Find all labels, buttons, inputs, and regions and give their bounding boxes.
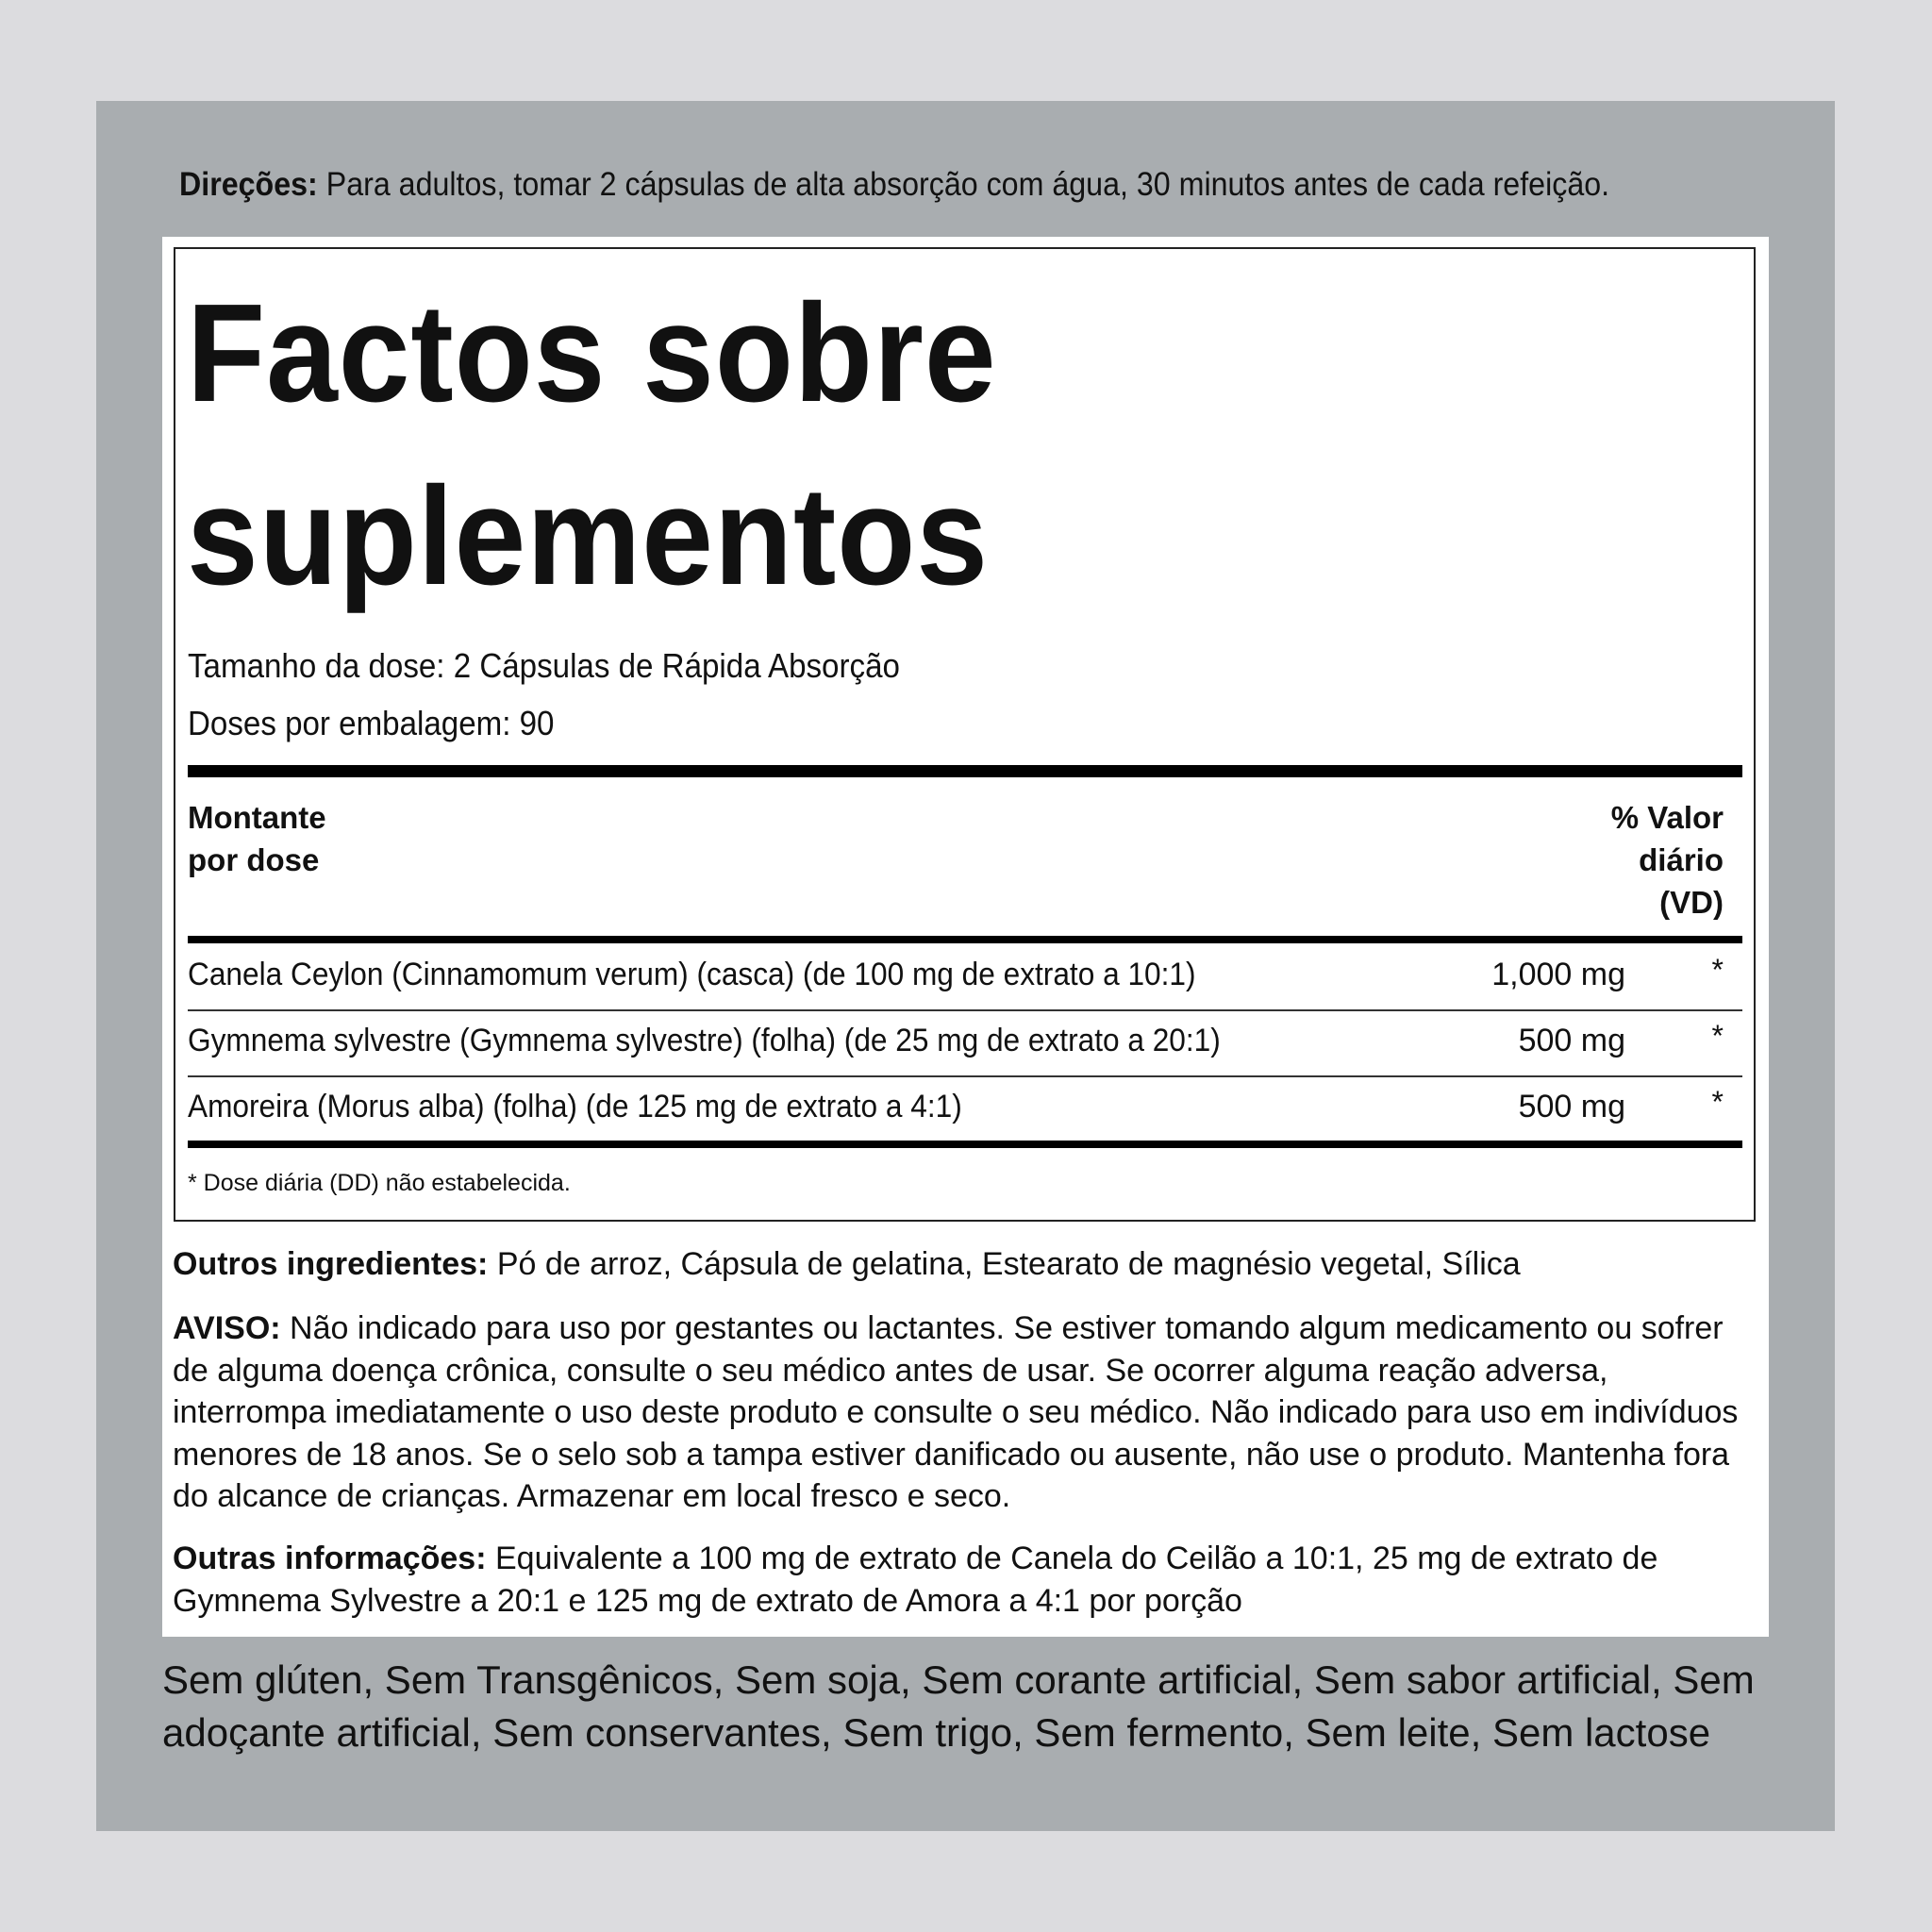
footnote: * Dose diária (DD) não estabelecida. bbox=[188, 1170, 571, 1196]
dv-header-line1: % Valor bbox=[1610, 800, 1724, 835]
warning-label: AVISO: bbox=[173, 1310, 281, 1346]
free-from-claims: Sem glúten, Sem Transgênicos, Sem soja, Sem corante artificial, Sem sabor artificial, Sem adoçante artificial, Sem conservantes, Sem trigo, Sem fermento, Sem leite, Sem lactose bbox=[162, 1657, 1755, 1755]
directions-body: Para adultos, tomar 2 cápsulas de alta absorção com água, 30 minutos antes de cada refeição. bbox=[317, 166, 1610, 203]
facts-title bbox=[187, 262, 997, 628]
servings-per-container: Doses por embalagem: 90 bbox=[188, 704, 555, 742]
other-ingredients bbox=[173, 1243, 1757, 1286]
other-ingredients-label: Outros ingredientes: bbox=[173, 1246, 489, 1282]
ingredient-dv: * bbox=[1711, 1085, 1724, 1119]
thick-divider bbox=[188, 765, 1742, 777]
ingredient-dv: * bbox=[1711, 953, 1724, 987]
facts-title-line1: Factos sobre bbox=[187, 275, 997, 431]
ingredient-name: Amoreira (Morus alba) (folha) (de 125 mg de extrato a 4:1) bbox=[188, 1089, 962, 1124]
amount-header-line2: por dose bbox=[188, 842, 320, 877]
ingredient-name: Gymnema sylvestre (Gymnema sylvestre) (folha) (de 25 mg de extrato a 20:1) bbox=[188, 1023, 1221, 1058]
amount-per-serving-header bbox=[188, 796, 326, 881]
table-row bbox=[188, 1075, 1742, 1141]
other-info-text: Equivalente a 100 mg de extrato de Canela do Ceilão a 10:1, 25 mg de extrato de Gymnema Sylvestre a 20:1 e 125 mg de extrato de Amora a 4:1 por porção bbox=[173, 1541, 1658, 1619]
daily-value-header bbox=[1611, 796, 1724, 924]
facts-title-line2: suplementos bbox=[187, 458, 989, 614]
ingredient-amount: 500 mg bbox=[1518, 1089, 1625, 1124]
table-row bbox=[188, 943, 1742, 1009]
warning-text: Não indicado para uso por gestantes ou lactantes. Se estiver tomando algum medicamento ou sofrer de alguma doença crônica, consulte o seu médico antes de usar. Se ocorrer alguma reação adversa, interrompa imediatamente o uso deste produto e consulte o seu médico. Não indicado para uso em indivíduos menores de 18 anos. Se o selo sob a tampa estiver danificado ou ausente, não use o produto. Mantenha fora do alcance de crianças. Armazenar em local fresco e seco. bbox=[173, 1310, 1739, 1514]
directions-text bbox=[179, 162, 1672, 208]
directions-label: Direções: bbox=[179, 166, 318, 203]
other-info-label: Outras informações: bbox=[173, 1541, 487, 1576]
table-row bbox=[188, 1009, 1742, 1075]
other-info bbox=[173, 1538, 1757, 1622]
ingredient-amount: 1,000 mg bbox=[1491, 957, 1625, 992]
dv-header-line2: diário bbox=[1639, 842, 1724, 877]
warning bbox=[173, 1307, 1757, 1518]
amount-header-line1: Montante bbox=[188, 800, 326, 835]
other-ingredients-text: Pó de arroz, Cápsula de gelatina, Estearato de magnésio vegetal, Sílica bbox=[488, 1246, 1521, 1282]
ingredient-dv: * bbox=[1711, 1019, 1724, 1053]
supplement-facts-box bbox=[174, 247, 1756, 1222]
dv-header-line3: (VD) bbox=[1659, 885, 1724, 920]
bottom-divider bbox=[188, 1141, 1742, 1148]
ingredient-name: Canela Ceylon (Cinnamomum verum) (casca) (de 100 mg de extrato a 10:1) bbox=[188, 957, 1196, 992]
header-divider bbox=[188, 936, 1742, 943]
serving-size: Tamanho da dose: 2 Cápsulas de Rápida Absorção bbox=[188, 646, 900, 685]
ingredient-amount: 500 mg bbox=[1518, 1023, 1625, 1058]
